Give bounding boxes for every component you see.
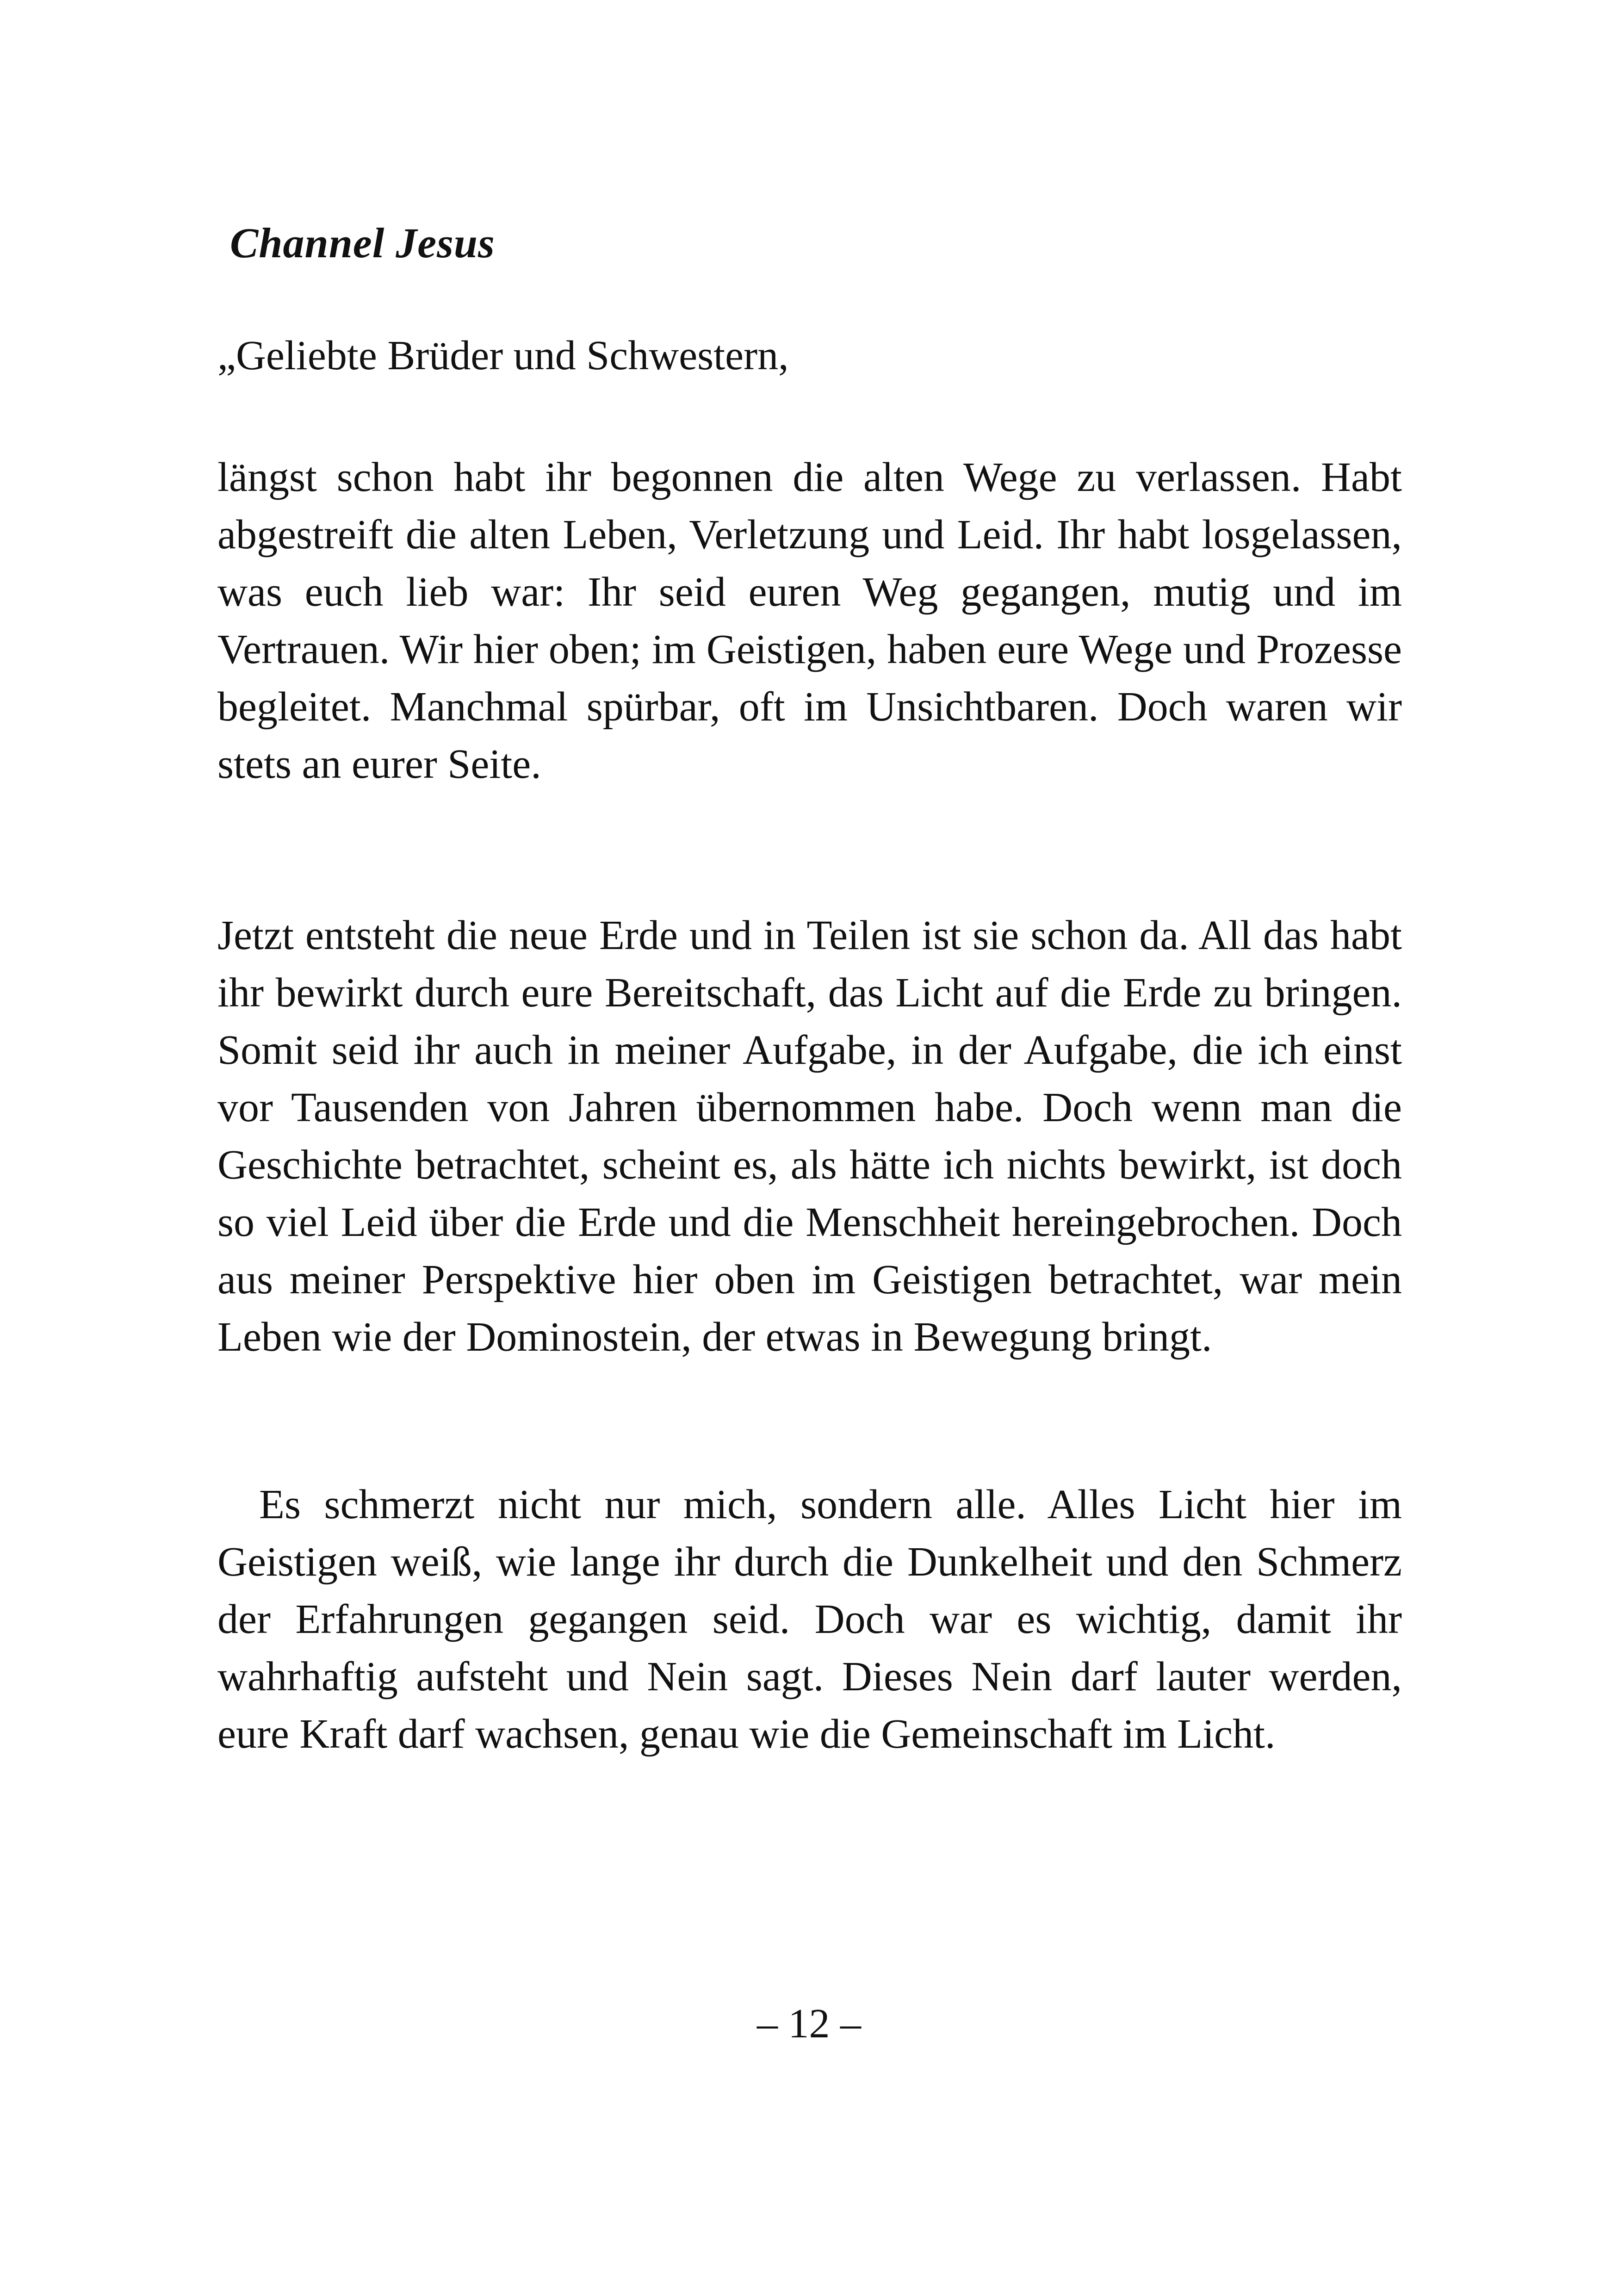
body-paragraph-2: Jetzt entsteht die neue Erde und in Teilen ist sie schon da. All das habt ihr bewirkt durch eure Bereitschaft, das Licht auf die Erde zu bringen. Somit seid ihr auch in meiner Aufgabe, in der Aufgabe, die ich einst vor Tausenden von Jahren übernommen habe. Doch wenn man die Geschichte betrachtet, scheint es, als hätte ich nichts bewirkt, ist doch so viel Leid über die Erde und die Menschheit hereingebrochen. Doch aus meiner Perspektive hier oben im Geistigen betrachtet, war mein Leben wie der Dominostein, der etwas in Bewegung bringt. (217, 912, 1402, 1360)
chapter-heading: Channel Jesus (230, 219, 495, 267)
body-paragraph-3: Es schmerzt nicht nur mich, sondern alle. Alles Licht hier im Geistigen weiß, wie lange ihr durch die Dunkelheit und den Schmerz der Erfahrungen gegangen seid. Doch war es wichtig, damit ihr wahrhaftig aufsteht und Nein sagt. Dieses Nein darf lauter werden, eure Kraft darf wachsen, genau wie die Gemeinschaft im Licht. (217, 1482, 1402, 1757)
body-paragraph-1: längst schon habt ihr begonnen die alten Wege zu verlassen. Habt abgestreift die alten Leben, Verletzung und Leid. Ihr habt losgelassen, was euch lieb war: Ihr seid euren Weg gegangen, mutig und im Vertrauen. Wir hier oben; im Geistigen, haben eure Wege und Prozesse begleitet. Manchmal spürbar, oft im Unsichtbaren. Doch waren wir stets an eurer Seite. (217, 454, 1402, 787)
page-number: – 12 – (757, 2001, 861, 2047)
salutation: „Geliebte Brüder und Schwestern, (217, 333, 789, 379)
